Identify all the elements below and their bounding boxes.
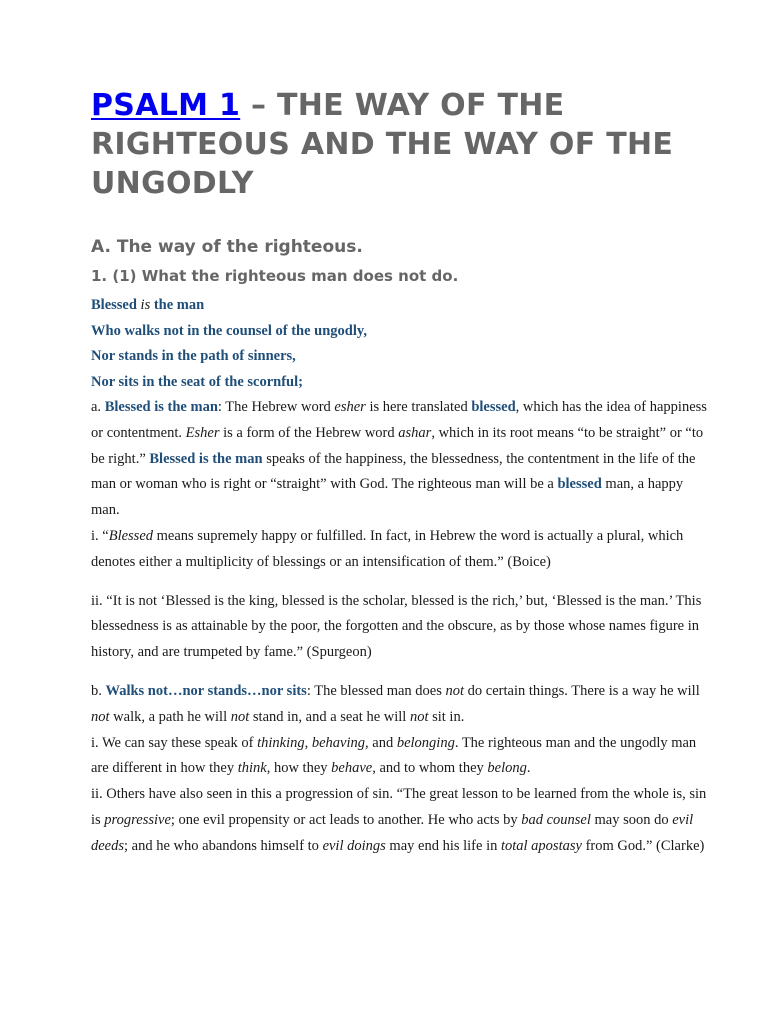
highlight: blessed	[471, 399, 516, 415]
verse-line: Who walks not in the counsel of the ungodly,	[91, 322, 367, 339]
verse-text: the man	[150, 297, 205, 313]
section-heading: A. The way of the righteous.	[91, 237, 363, 257]
commentary-paragraph-a-ii: ii. “It is not ‘Blessed is the king, blessed is the scholar, blessed is the rich,’ but, ‘Blessed is the man.’ This blessedness is as attainable by the poor, the forgotten and the obscure, as by those whose names figure in history, and are trumpeted by fame.” (Spurgeon)	[91, 592, 702, 661]
verse-line: Nor stands in the path of sinners,	[91, 348, 296, 364]
subsection-heading: 1. (1) What the righteous man does not do.	[91, 267, 459, 285]
commentary-paragraph-b: b. Walks not…nor stands…nor sits: The blessed man does not do certain things. There is a way he will not walk, a path he will not stand in, and a seat he will not sit in.	[91, 682, 700, 725]
highlight: blessed	[557, 476, 602, 493]
highlight: Blessed is the man	[104, 399, 218, 415]
verse-text: Blessed	[91, 297, 141, 313]
commentary-paragraph-b-ii: ii. Others have also seen in this a progression of sin. “The great lesson to be learned from the whole is, sin is progressive; one evil propensity or act leads to another. He who acts by bad counsel may soon do evil deeds; and he who abandons himself to evil doings may end his life in total apostasy from God.” (Clarke)	[91, 786, 707, 854]
commentary-paragraph-b-i: i. We can say these speak of thinking, behaving, and belonging. The righteous man and the ungodly man are different in how they think, how they behave, and to whom they belong.	[91, 734, 697, 777]
commentary-paragraph-a-i: i. “Blessed means supremely happy or fulfilled. In fact, in Hebrew the word is actually a plural, which denotes either a multiplicity of blessings or an intensification of them.” (Boice)	[91, 527, 684, 570]
verse-italic: is	[140, 297, 151, 313]
highlight: Blessed is the man	[149, 450, 263, 467]
page-title	[91, 86, 708, 203]
commentary-paragraph-a: a. Blessed is the man: The Hebrew word esher is here translated blessed, which has the idea of happiness or contentment. Esher is a form of the Hebrew word ashar, which in its root means “to be straight” or “to be right.” Blessed is the man speaks of the happiness, the blessedness, the contentment in the life of the man or woman who is right or “straight” with God. The righteous man will be a blessed man, a happy man.	[91, 399, 707, 519]
psalm-link[interactable]: PSALM 1	[91, 88, 241, 123]
verse-line: Nor sits in the seat of the scornful;	[91, 373, 303, 390]
verse-line	[91, 293, 708, 319]
page-title-rest: – THE WAY OF THE RIGHTEOUS AND THE WAY OF THE UNGODLY	[91, 88, 674, 201]
highlight: Walks not…nor stands…nor sits	[105, 682, 307, 699]
scripture-verse	[91, 293, 708, 395]
